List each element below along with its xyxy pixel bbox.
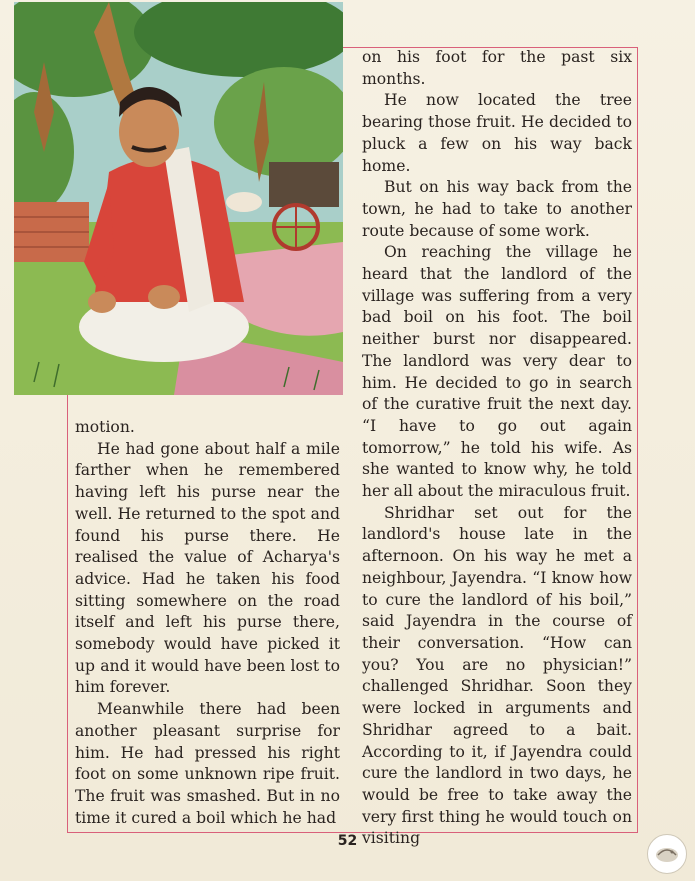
left-paragraph-1: motion. bbox=[75, 418, 135, 436]
right-paragraph-5: Shridhar set out for the landlord's house late in the afternoon. On his way he met a neighbour, Jayendra. “I know how to cure the landlord of his boil,” said Jayendra in the course of their conversation. “How can you? You are no physician!” challenged Shridhar. Soon they were locked in arguments and Shridhar agreed to a bait. According to it, if Jayendra could cure the landlord in two days, he would be free to take away the very first thing he would touch on visiting bbox=[362, 503, 632, 848]
right-paragraph-4: On reaching the village he heard that the landlord of the village was suffering from a very bad boil on his foot. The boil neither burst nor disappeared. The landlord was very dear to him. He decided to go in search of the curative fruit the next day. “I have to go out again tomorrow,” he told his wife. As she wanted to know why, he told her all about the miraculous fruit. bbox=[362, 243, 632, 501]
right-paragraph-3: But on his way back from the town, he had to take to another route because of some work. bbox=[362, 178, 632, 240]
story-illustration bbox=[14, 2, 343, 395]
illustration-drawing bbox=[14, 2, 343, 395]
right-paragraph-1: on his foot for the past six months. bbox=[362, 48, 632, 88]
left-paragraph-2: He had gone about half a mile farther when he remembered having left his purse near the well. He returned to the spot and found his purse there. He realised the value of Acharya's advice. Had he taken his food sitting somewhere on the road itself and left his purse there, somebody would have picked it up and it would have been lost to him forever. bbox=[75, 439, 340, 697]
right-text-column bbox=[362, 47, 632, 850]
watermark-logo-icon bbox=[647, 834, 687, 874]
page-number: 52 bbox=[337, 833, 358, 849]
left-paragraph-3: Meanwhile there had been another pleasant surprise for him. He had pressed his right foot on some unknown ripe fruit. The fruit was smashed. But in no time it cured a boil which he had bbox=[75, 700, 340, 827]
right-paragraph-2: He now located the tree bearing those fruit. He decided to pluck a few on his way back home. bbox=[362, 91, 632, 175]
left-text-column bbox=[75, 417, 340, 829]
